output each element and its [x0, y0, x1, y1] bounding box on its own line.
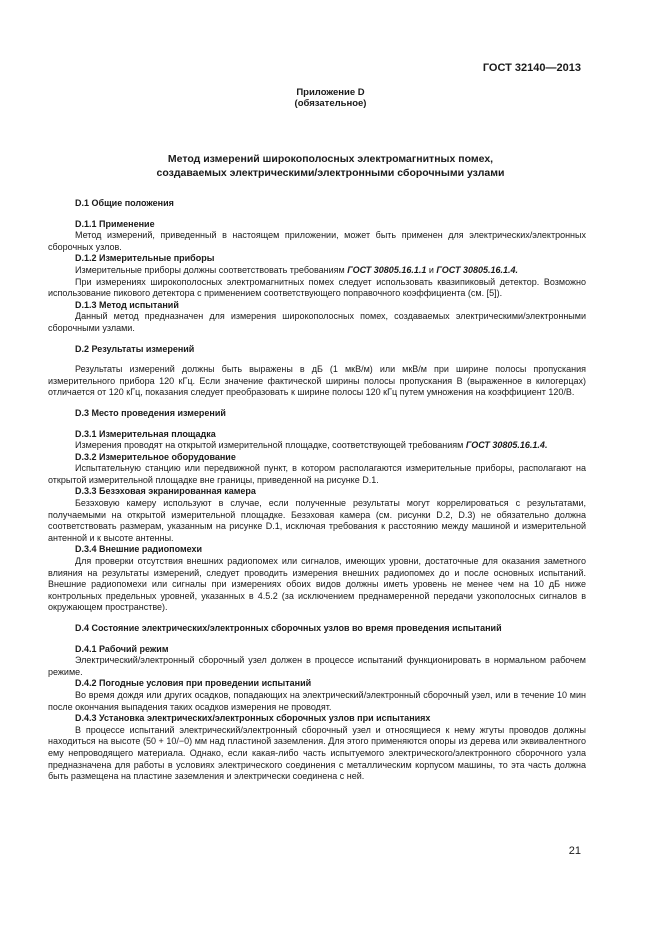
paragraph-d43: В процессе испытаний электрический/электронный сборочный узел и относящиеся к нему жгуты проводов должны находиться на высоте (50 + 10/−0) мм над пластиной заземления. Для этого применяются опоры из дерева или эквивалентного ему непроводящего материала. Однако, если какая-либо часть испытуемого электрического/электронного сборочного узла предназначена для работы в условиях электрического соединения с металлическим корпусом машины, то эта часть должна быть размещена на пластине заземления и электрически соединена с ней.	[48, 724, 586, 782]
paragraph-d42: Во время дождя или других осадков, попадающих на электрический/электронный сборочный узел, или в течение 10 мин после окончания выпадения таких осадков измерения не проводят.	[48, 689, 586, 712]
paragraph-d41: Электрический/электронный сборочный узел должен в процессе испытаний функционировать в нормальном рабочем режиме.	[48, 655, 586, 677]
section-heading-d43: D.4.3 Установка электрических/электронных сборочных узлов при испытаниях	[75, 713, 431, 724]
paragraph-d13: Данный метод предназначен для измерения широкополосных помех, создаваемых электрическими/электронными сборочными узлами.	[48, 311, 586, 333]
section-heading-d11: D.1.1 Применение	[75, 218, 155, 229]
paragraph-d11: Метод измерений, приведенный в настоящем приложении, может быть применен для электрических/электронных сборочных узлов.	[48, 230, 586, 252]
paragraph-d33: Безэховую камеру используют в случае, если полученные результаты могут коррелироваться с результатами, получаемыми на открытой измерительной площадке. Безэховая камера (см. рисунки D.2, D.3) не обязательно должна соответствовать размерам, указанным на рисунке D.1, исключая требования к расстоянию между машиной и измерительной антенной и к высоте антенны.	[48, 498, 586, 543]
section-heading-d34: D.3.4 Внешние радиопомехи	[75, 544, 203, 555]
paragraph-d12-2: При измерениях широкополосных электромагнитных помех следует использовать квазипиковый детектор. Возможно использование пикового детектора с применением соответствующего поправочного коэффициента (см. [5]).	[48, 276, 586, 299]
standard-reference-2: ГОСТ 30805.16.1.4.	[436, 264, 519, 275]
paragraph-d12-1-text-a: Измерительные приборы должны соответствовать требованиям	[75, 264, 348, 275]
paragraph-d34: Для проверки отсутствия внешних радиопомех или сигналов, имеющих уровни, достаточные для оказания заметного влияния на результаты измерений, следует проводить измерения внешних радиопомех до и после основных испытаний. Внешние радиопомехи или сигналы при измерениях обоих видов должны иметь уровень не менее чем на 10 дБ ниже контрольных предельных уровней, указанных в 4.5.2 (за исключением преднамеренной передачи узкополосных сигналов в окружающем пространстве).	[48, 556, 586, 613]
section-heading-d12: D.1.2 Измерительные приборы	[75, 253, 215, 264]
annex-status: (обязательное)	[294, 98, 367, 109]
annex-title: Приложение D	[296, 87, 365, 98]
section-heading-d2: D.2 Результаты измерений	[75, 343, 195, 354]
standard-reference-3: ГОСТ 30805.16.1.4.	[465, 440, 548, 451]
document-body	[48, 198, 586, 783]
section-heading-d31: D.3.1 Измерительная площадка	[75, 428, 216, 439]
document-title	[0, 152, 661, 180]
paragraph-d31	[48, 440, 586, 452]
section-heading-d42: D.4.2 Погодные условия при проведении испытаний	[75, 678, 312, 689]
section-heading-d33: D.3.3 Безэховая экранированная камера	[75, 486, 256, 497]
section-heading-d13: D.1.3 Метод испытаний	[75, 299, 179, 310]
document-title-line1: Метод измерений широкополосных электромагнитных помех,	[167, 153, 494, 165]
section-heading-d32: D.3.2 Измерительное оборудование	[75, 451, 236, 462]
paragraph-d12-1	[48, 265, 586, 277]
standard-header: ГОСТ 32140—2013	[482, 62, 581, 74]
document-title-line2: создаваемых электрическими/электронными сборочными узлами	[156, 167, 505, 179]
page-number: 21	[568, 845, 581, 857]
paragraph-d2: Результаты измерений должны быть выражены в дБ (1 мкВ/м) или мкВ/м при ширине полосы пропускания измерительного прибора 120 кГц. Если значение фактической ширины полосы пропускания B (выраженное в килогерцах) отличается от 120 кГц, показания следует преобразовать к ширине полосы 120 кГц путем умножения на коэффициент 120/B.	[48, 364, 586, 398]
section-heading-d41: D.4.1 Рабочий режим	[75, 643, 169, 654]
standard-reference-1: ГОСТ 30805.16.1.1	[347, 264, 427, 275]
paragraph-d12-1-text-b: и	[426, 264, 437, 275]
paragraph-d31-text: Измерения проводят на открытой измерительной площадке, соответствующей требованиям	[75, 440, 466, 451]
section-heading-d4: D.4 Состояние электрических/электронных сборочных узлов во время проведения испытаний	[75, 623, 502, 633]
section-heading-d3: D.3 Место проведения измерений	[75, 407, 226, 418]
paragraph-d32: Испытательную станцию или передвижной пункт, в котором располагаются измерительные приборы, располагают на открытой измерительной площадке вне границы, приведенной на рисунке D.1.	[48, 463, 586, 485]
section-heading-d1: D.1 Общие положения	[75, 198, 174, 208]
